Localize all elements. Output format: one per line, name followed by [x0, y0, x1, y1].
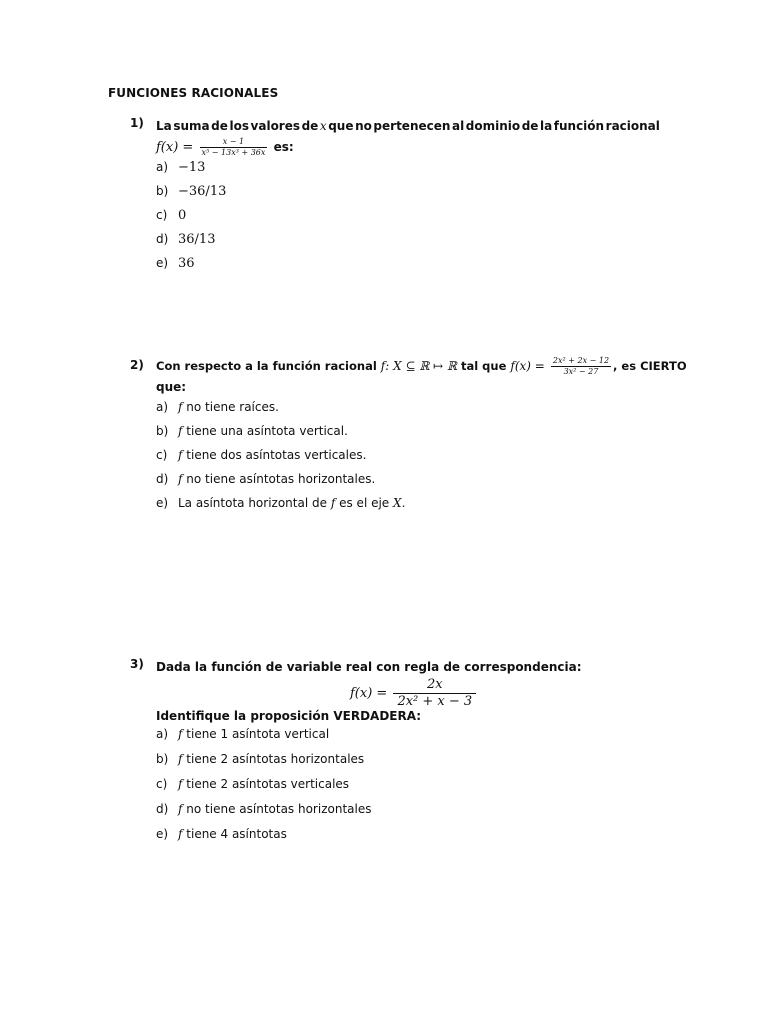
- option-text: −13: [178, 160, 206, 175]
- function-symbol: f: [178, 777, 183, 791]
- option-label: c): [156, 777, 168, 791]
- fraction: [551, 356, 611, 377]
- question-stem: [156, 116, 660, 158]
- option-label: b): [156, 184, 169, 198]
- option-text: tiene 2 asíntotas horizontales: [186, 752, 365, 766]
- stem-text: Dada la función de variable real con regla de correspondencia:: [156, 660, 582, 674]
- function-symbol: f: [178, 424, 183, 438]
- fraction-numerator: 2x: [393, 677, 476, 694]
- function-symbol: f: [330, 496, 336, 510]
- function-symbol: f: [178, 727, 183, 741]
- option-label: d): [156, 472, 169, 486]
- option-e: [156, 256, 195, 271]
- option-c: [156, 448, 366, 462]
- question-suffix: es:: [273, 140, 294, 154]
- option-e: [156, 496, 405, 510]
- question-number: 2): [130, 358, 144, 372]
- word: función: [553, 119, 605, 133]
- option-text: no tiene asíntotas horizontales: [186, 802, 372, 816]
- option-d: [156, 472, 375, 486]
- fraction: [200, 137, 268, 158]
- stem-text: que:: [156, 380, 187, 394]
- function-symbol: f: [178, 827, 183, 841]
- option-text: tiene 1 asíntota vertical: [186, 727, 330, 741]
- option-text: −36/13: [178, 184, 227, 199]
- function-definition: [156, 137, 660, 158]
- option-label: b): [156, 424, 169, 438]
- fraction: [393, 677, 476, 710]
- option-text: tiene 4 asíntotas: [186, 827, 287, 841]
- option-text: no tiene asíntotas horizontales.: [186, 472, 376, 486]
- option-a: [156, 400, 279, 414]
- option-label: a): [156, 160, 169, 174]
- option-text: 36: [178, 256, 195, 271]
- function-label: f(x) =: [156, 140, 194, 155]
- word: suma: [173, 119, 210, 133]
- option-a: [156, 160, 205, 175]
- stem-text: tal que: [460, 359, 507, 373]
- word: valores: [250, 119, 301, 133]
- option-c: [156, 777, 349, 791]
- word: la: [539, 119, 553, 133]
- word: de: [211, 119, 228, 133]
- option-label: e): [156, 256, 169, 270]
- question-stem: [156, 356, 687, 397]
- question-line: [156, 116, 660, 136]
- axis-symbol: X.: [393, 496, 406, 510]
- option-text: tiene dos asíntotas verticales.: [186, 448, 367, 462]
- question-line: [156, 356, 687, 377]
- option-label: d): [156, 232, 169, 246]
- page-title: FUNCIONES RACIONALES: [108, 86, 279, 100]
- function-mapping: f: X ⊆ ℝ ↦ ℝ: [380, 359, 457, 373]
- question-stem: [156, 657, 676, 677]
- option-b: [156, 184, 226, 199]
- word: no: [355, 119, 372, 133]
- option-text: La asíntota horizontal de: [178, 496, 327, 510]
- word: dominio: [465, 119, 521, 133]
- option-b: [156, 752, 364, 766]
- word: racional: [605, 119, 660, 133]
- option-label: a): [156, 400, 169, 414]
- option-label: c): [156, 208, 168, 222]
- option-e: [156, 827, 287, 841]
- option-a: [156, 727, 329, 741]
- function-label: f(x) =: [350, 686, 388, 701]
- option-text: 0: [178, 208, 187, 223]
- option-text: tiene 2 asíntotas verticales: [186, 777, 350, 791]
- option-label: d): [156, 802, 169, 816]
- variable-x: x: [319, 119, 327, 133]
- function-label: f(x) =: [510, 359, 545, 373]
- option-label: c): [156, 448, 168, 462]
- function-symbol: f: [178, 448, 183, 462]
- stem-text: , es CIERTO: [613, 359, 687, 373]
- function-symbol: f: [178, 802, 183, 816]
- word: que: [328, 119, 354, 133]
- option-text: tiene una asíntota vertical.: [186, 424, 348, 438]
- word: al: [451, 119, 465, 133]
- option-label: e): [156, 496, 169, 510]
- question-number: 3): [130, 657, 144, 671]
- option-d: [156, 802, 371, 816]
- word: pertenecen: [373, 119, 451, 133]
- stem-text: Identifique la proposición VERDADERA:: [156, 709, 422, 723]
- option-text: 36/13: [178, 232, 216, 247]
- word: los: [229, 119, 249, 133]
- word: de: [521, 119, 539, 133]
- question-number: 1): [130, 116, 144, 130]
- word: La: [156, 119, 172, 133]
- fraction-numerator: 2x² + 2x − 12: [552, 356, 610, 365]
- option-d: [156, 232, 215, 247]
- option-text: no tiene raíces.: [186, 400, 279, 414]
- function-definition: [350, 677, 478, 710]
- fraction-numerator: x − 1: [200, 137, 268, 148]
- function-symbol: f: [178, 472, 183, 486]
- function-symbol: f: [178, 752, 183, 766]
- fraction-denominator: 3x² − 27: [563, 367, 599, 376]
- stem-text: Con respecto a la función racional: [156, 359, 377, 373]
- option-b: [156, 424, 348, 438]
- function-symbol: f: [178, 400, 183, 414]
- option-label: a): [156, 727, 169, 741]
- option-label: e): [156, 827, 169, 841]
- option-text: es el eje: [339, 496, 390, 510]
- word: de: [301, 119, 319, 133]
- fraction-denominator: 2x² + x − 3: [397, 694, 473, 709]
- option-c: [156, 208, 186, 223]
- fraction-denominator: x⁵ − 13x³ + 36x: [201, 148, 266, 157]
- option-label: b): [156, 752, 169, 766]
